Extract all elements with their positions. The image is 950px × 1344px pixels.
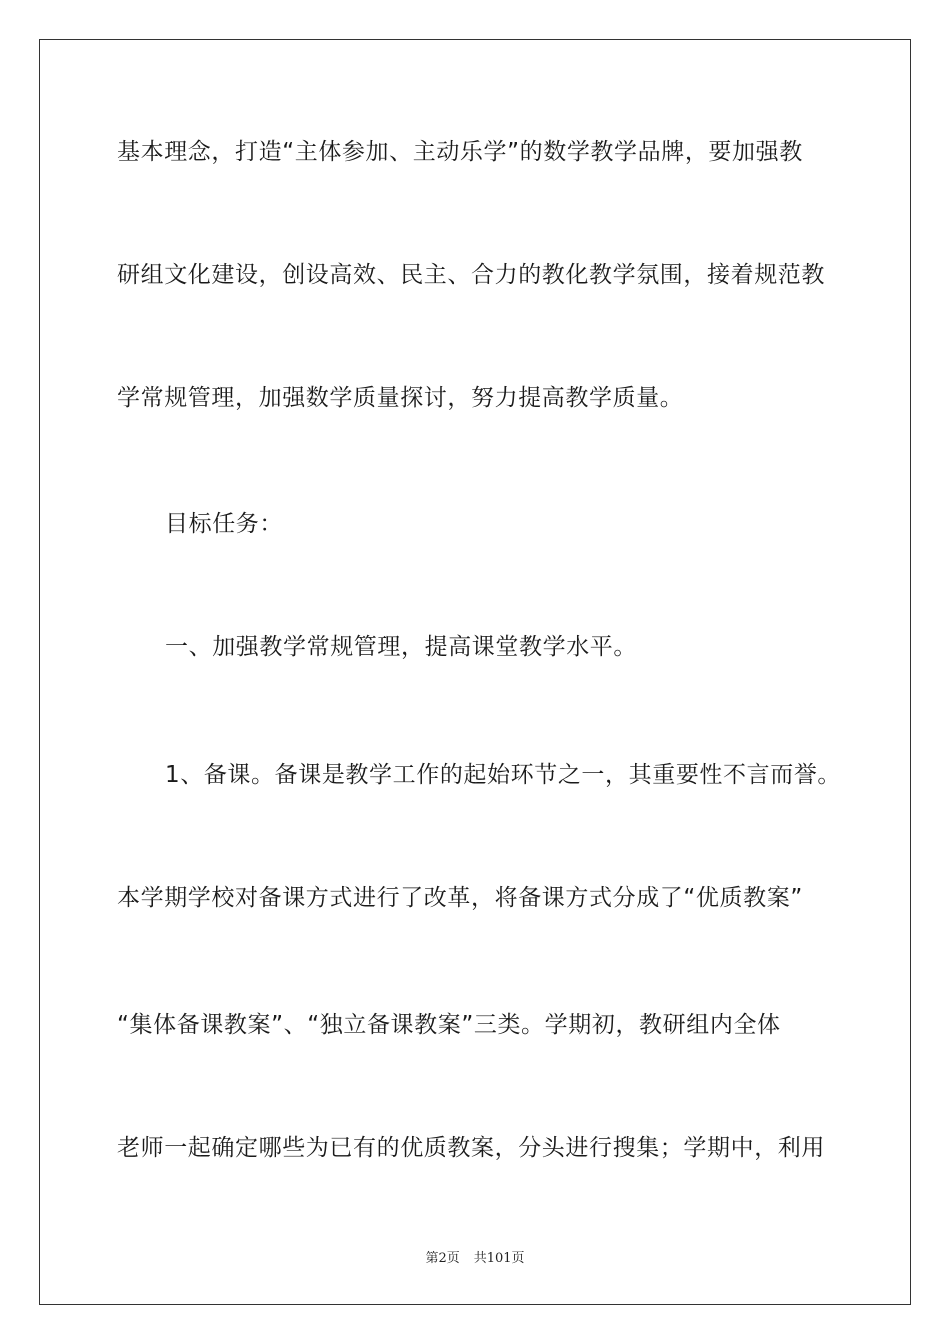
body-text-line-6: 1、备课。备课是教学工作的起始环节之一，其重要性不言而誉。 — [165, 762, 842, 788]
page-footer — [0, 1247, 950, 1266]
section-heading-goals: 目标任务： — [165, 511, 283, 537]
page-frame — [39, 39, 911, 1305]
subsection-heading-1: 一、加强教学常规管理，提高课堂教学水平。 — [165, 634, 637, 660]
body-text-line-8: “集体备课教案”、“独立备课教案”三类。学期初，教研组内全体 — [117, 1012, 781, 1038]
page-number: 第2页 — [425, 1251, 460, 1266]
body-text-line-9: 老师一起确定哪些为已有的优质教案，分头进行搜集；学期中，利用 — [117, 1135, 825, 1161]
page-total: 共101页 — [473, 1251, 525, 1266]
body-text-line-3: 学常规管理，加强数学质量探讨，努力提高教学质量。 — [117, 385, 684, 411]
body-text-line-2: 研组文化建设，创设高效、民主、合力的教化教学氛围，接着规范教 — [117, 262, 825, 288]
body-text-line-7: 本学期学校对备课方式进行了改革，将备课方式分成了“优质教案” — [117, 885, 803, 911]
body-text-line-1: 基本理念，打造“主体参加、主动乐学”的数学教学品牌，要加强教 — [117, 139, 803, 165]
